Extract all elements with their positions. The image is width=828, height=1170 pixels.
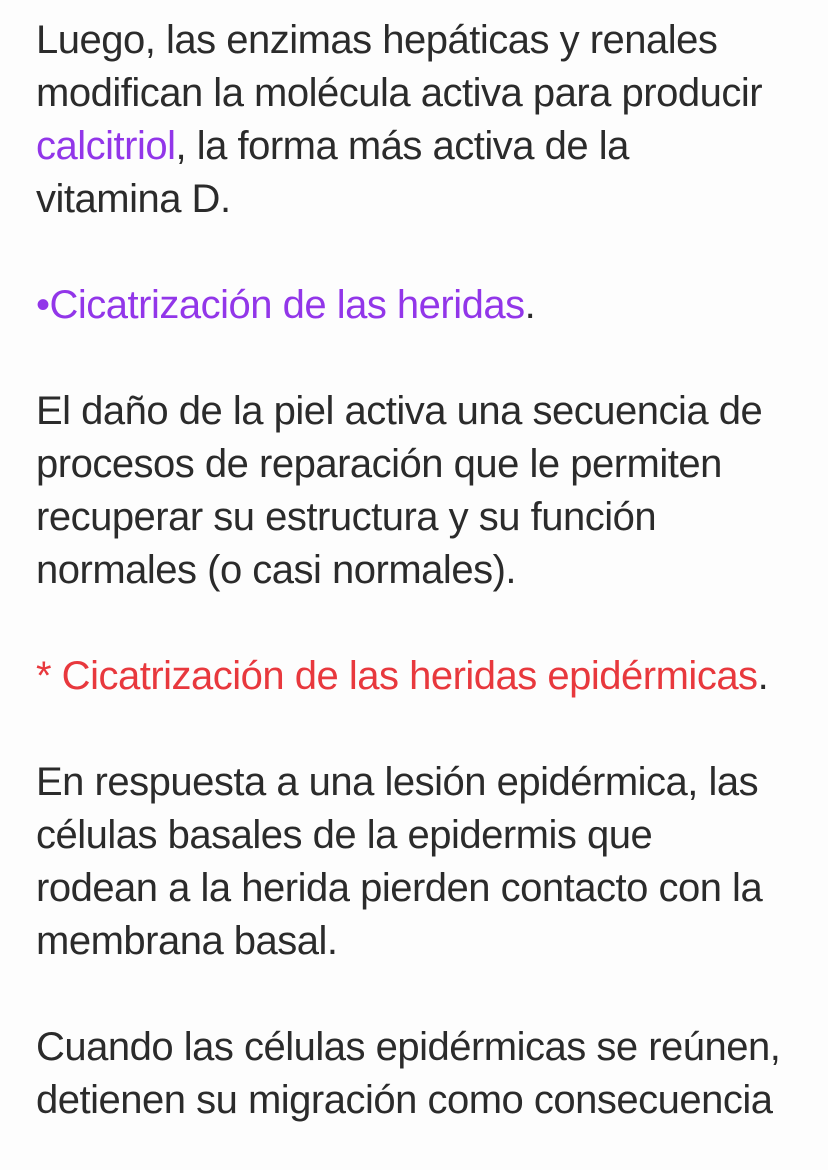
text-line [36,1074,808,1127]
paragraph-dano-piel [36,385,808,597]
text-content [36,14,808,1127]
body-text-segment: En respuesta a una lesión epidérmica, las [36,760,759,804]
body-text-segment: recuperar su estructura y su función [36,495,657,539]
text-line [36,438,808,491]
body-text-segment: Cuando las células epidérmicas se reúnen, [36,1025,781,1069]
purple-text-segment: •Cicatrización de las heridas [36,283,525,327]
purple-text-segment: calcitriol [36,124,176,168]
text-line [36,385,808,438]
body-text-segment: normales (o casi normales). [36,548,516,592]
heading-cicatrizacion-heridas [36,279,808,332]
body-text-segment: vitamina D. [36,177,231,221]
body-text-segment: modifican la molécula activa para producir [36,71,763,115]
body-text-segment: detienen su migración como consecuencia [36,1078,773,1122]
text-line [36,756,808,809]
body-text-segment: . [757,654,769,698]
text-line [36,491,808,544]
text-line [36,544,808,597]
body-text-segment: membrana basal. [36,919,338,963]
text-line [36,173,808,226]
body-text-segment: Luego, las enzimas hepáticas y renales [36,18,718,62]
paragraph-calcitriol [36,14,808,226]
body-text-segment: . [524,283,536,327]
paragraph-celulas-reunen [36,1021,808,1127]
body-text-segment: , la forma más activa de la [175,124,629,168]
text-line [36,67,808,120]
body-text-segment: procesos de reparación que le permiten [36,442,722,486]
paragraph-respuesta-lesion [36,756,808,968]
text-line [36,279,808,332]
body-text-segment: células basales de la epidermis que [36,813,653,857]
red-text-segment: * Cicatrización de las heridas epidérmicas [36,654,758,698]
text-line [36,1021,808,1074]
body-text-segment: El daño de la piel activa una secuencia de [36,389,763,433]
text-line [36,14,808,67]
text-line [36,120,808,173]
text-line [36,809,808,862]
body-text-segment: rodean a la herida pierden contacto con la [36,866,763,910]
text-line [36,862,808,915]
heading-cicatrizacion-epidermicas [36,650,808,703]
text-line [36,915,808,968]
text-line [36,650,808,703]
